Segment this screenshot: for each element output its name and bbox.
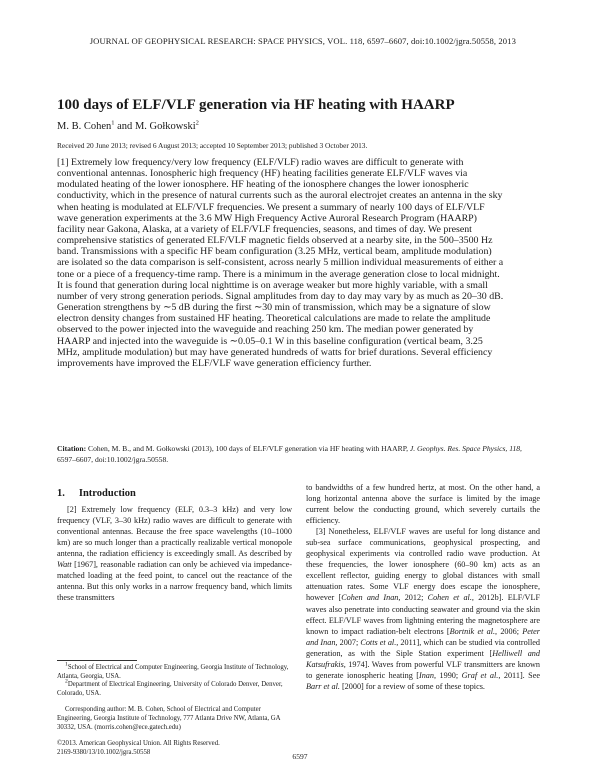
footnote-marker: 1 [65, 661, 68, 668]
section-heading [57, 488, 136, 499]
reference-citation: Watt [57, 560, 72, 570]
paragraph-text: , 2006; [495, 626, 523, 636]
paragraph-marker: [2] [67, 505, 77, 514]
paragraph-text: Nonetheless, ELF/VLF waves are useful for long distance and sub-sea surface communications, geophysical prospecting, and geophysical experiments via controlled radio wave production. At these frequencies, the lower ionosphere (60–90 km) acts as an excellent reflector, guiding energy to global distances with small attenuation rates. Some VLF energy does escape the ionosphere, however [ [306, 527, 540, 603]
journal-header: JOURNAL OF GEOPHYSICAL RESEARCH: SPACE PHYSICS, VOL. 118, 6597–6607, doi:10.1002/jgra.50558, 2013 [89, 36, 516, 46]
reference-citation: Cotts et al. [360, 637, 397, 647]
reference-citation: Graf et al. [461, 670, 499, 680]
author-separator: and [114, 121, 135, 132]
abstract-text: Extremely low frequency/very low frequency (ELF/VLF) radio waves are difficult to generate with conventional antennas. Ionospheric high frequency (HF) heating facilities generate ELF/VLF waves via modulated heating of the lower ionosphere. HF heating of the ionosphere changes the lower ionospheric conductivity, which in the presence of natural currents such as the auroral electrojet creates an antenna in the sky when heating is modulated at ELF/VLF frequencies. We present a summary of nearly 100 days of ELF/VLF wave generation experiments at the 3.6 MW High Frequency Active Auroral Research Program (HAARP) facility near Gakona, Alaska, at a variety of ELF/VLF frequencies, seasons, and times of day. We present comprehensive statistics of generated ELF/VLF magnetic fields observed at a nearby site, in the 500–3500 Hz band. Transmissions with a specific HF beam configuration (3.25 MHz, vertical beam, amplitude modulation) are isolated so the data comparison is self-consistent, across nearly 5 million individual measurements of either a tone or a piece of a frequency-time ramp. There is a minimum in the average generation close to local midnight. It is found that generation during local nighttime is on average weaker but more highly variable, with a small number of very strong generation periods. Signal amplitudes from day to day may vary by as much as 20–30 dB. Generation strengthens by ∼5 dB during the first ∼30 min of transmission, which may be a signature of slow electron density changes from sustained HF heating. Theoretical calculations are made to relate the amplitude observed to the power injected into the waveguide and reaching 250 km. The median power generated by HAARP and injected into the waveguide is ∼0.05–0.1 W in this baseline configuration (vertical beam, 3.25 MHz, amplitude modulation) but may have generated hundreds of watts for brief durations. Several efficiency improvements have improved the ELF/VLF wave generation efficiency further. [57, 157, 504, 369]
citation-text: Cohen, M. B., and M. Gołkowski (2013), 100 days of ELF/VLF generation via HF heating with HAARP, [86, 444, 410, 453]
footnote-text: School of Electrical and Computer Engineering, Georgia Institute of Technology, Atlanta, Georgia, USA. [57, 664, 289, 680]
paragraph-text: , 2012b]. ELF/VLF waves also penetrate into conducting seawater and ground via the skin effect. ELF/VLF waves from lightning entering the magnetosphere are known to impact radiation-belt electrons [ [306, 593, 540, 636]
paragraph-text: [1967], reasonable radiation can only be achieved via impedance-matched loading at the feed point, to cancel out the reactance of the antenna. But this only works in a narrow frequency band, which limits these transmitters [57, 560, 292, 603]
paragraph-3 [306, 526, 540, 692]
reference-citation: Helliwell and Katsufrakis [306, 648, 540, 669]
received-dates: Received 20 June 2013; revised 6 August 2013; accepted 10 September 2013; published 3 October 2013. [57, 141, 368, 150]
reference-citation: Cohen and Inan [341, 593, 399, 603]
abstract-paragraph-marker: [1] [57, 157, 69, 168]
reference-citation: Inan [418, 670, 434, 680]
author-2: M. Gołkowski [134, 121, 196, 132]
issn: 2169-9380/13/10.1002/jgra.50558 [57, 748, 151, 756]
page-number: 6597 [292, 752, 308, 761]
citation-label: Citation: [57, 444, 87, 453]
copyright: ©2013. American Geophysical Union. All Rights Reserved. [57, 740, 220, 748]
body-column-right [306, 482, 540, 692]
paragraph-text: , 2007; [335, 637, 361, 647]
footnote-divider [57, 660, 137, 661]
abstract [57, 157, 504, 369]
corresponding-author: Corresponding author: M. B. Cohen, School of Electrical and Computer Engineering, Georgia Institute of Technology, 777 Atlanta Drive NW, Atlanta, GA 30332, USA. (morris.cohen@ece.gatech.edu) [57, 706, 281, 731]
footnotes [57, 661, 292, 757]
paragraph-text: , 2011]. See [498, 670, 541, 680]
paragraph-text: , 1974]. Waves from powerful VLF transmitters are known to generate ionospheric heating [ [306, 659, 540, 680]
citation [57, 443, 537, 465]
paragraph-text: , 2012; [398, 593, 428, 603]
paragraph-marker: [3] [316, 527, 326, 537]
paragraph-continued: to bandwidths of a few hundred hertz, at most. On the other hand, a long horizontal antenna above the surface is limited by the image current below the conducting ground, which severely curtails the efficiency. [306, 483, 540, 526]
paragraph-text: [2000] for a review of some of these topics. [339, 681, 485, 691]
reference-citation: Cohen et al. [427, 593, 472, 603]
section-title: Introduction [78, 488, 136, 499]
author-list [57, 121, 199, 132]
reference-citation: Barr et al. [306, 681, 340, 691]
paragraph-2 [57, 504, 292, 603]
citation-pages: 6597–6607, doi:10.1002/jgra.50558. [57, 455, 169, 464]
author-2-affiliation: 2 [195, 119, 199, 127]
footnote-text: Department of Electrical Engineering, University of Colorado Denver, Denver, Colorado, USA. [57, 681, 283, 697]
paragraph-text: Extremely low frequency (ELF, 0.3–3 kHz) and very low frequency (VLF, 3–30 kHz) radio waves are difficult to generate with conventional antennas. Because the free space wavelengths (10–1000 km) are so much longer than a practically realizable vertical monopole antenna, the radiation efficiency is exceedingly small. As described by [57, 505, 292, 559]
footnote-affiliation-2 [57, 678, 292, 698]
reference-citation: Peter and Inan [306, 626, 540, 647]
author-1-affiliation: 1 [111, 119, 115, 127]
paragraph-text: , 1990; [434, 670, 462, 680]
body-column-left [57, 504, 292, 603]
citation-journal: J. Geophys. Res. Space Physics, 118, [409, 444, 522, 453]
author-1: M. B. Cohen [57, 121, 112, 132]
section-number: 1. [57, 488, 65, 499]
paragraph-text: , 2011], which can be studied via controlled generation, as with the Siple Station experiment [ [306, 637, 540, 658]
reference-citation: Bortnik et al. [449, 626, 496, 636]
footnote-affiliation-1 [57, 661, 292, 681]
footnote-marker: 2 [65, 678, 68, 685]
paper-title: 100 days of ELF/VLF generation via HF heating with HAARP [57, 97, 455, 113]
